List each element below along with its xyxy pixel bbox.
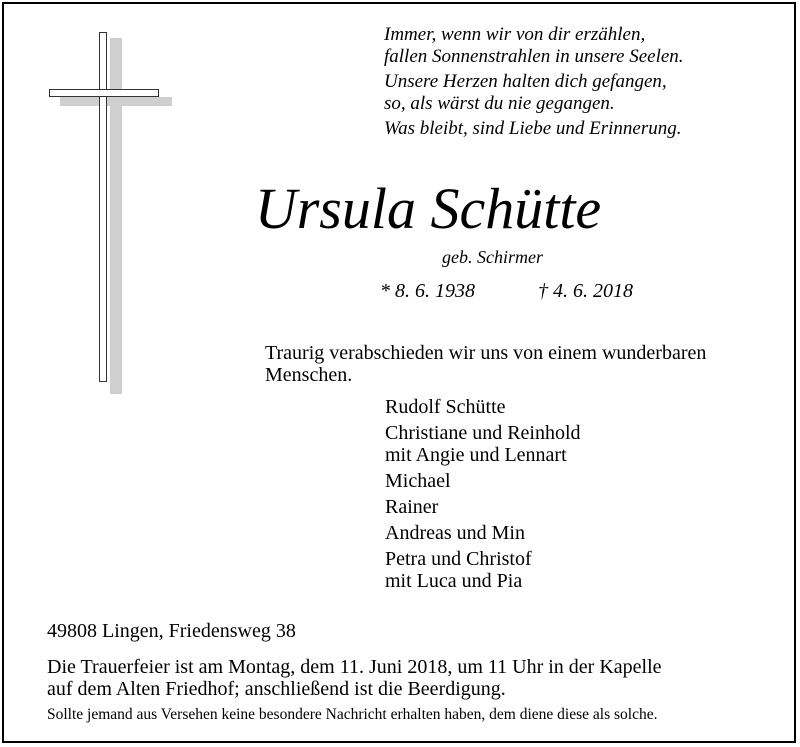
list-item bbox=[385, 548, 581, 592]
deceased-name: Ursula Schütte bbox=[254, 176, 602, 241]
mourner-line: Christiane und Reinhold bbox=[385, 422, 581, 444]
mourner-line: Rainer bbox=[385, 496, 439, 518]
mourner-line: Rudolf Schütte bbox=[385, 396, 506, 418]
ceremony-info bbox=[47, 656, 767, 700]
mourner-line: Michael bbox=[385, 470, 451, 492]
intro-text: Traurig verabschieden wir uns von einem wunderbaren Menschen. bbox=[265, 342, 707, 386]
ceremony-line: Die Trauerfeier ist am Montag, dem 11. Juni 2018, um 11 Uhr in der Kapelle bbox=[47, 656, 662, 678]
list-item bbox=[385, 422, 581, 466]
cross-shadow-horizontal bbox=[60, 97, 172, 106]
cross-joint bbox=[101, 91, 106, 96]
ceremony-line: auf dem Alten Friedhof; anschließend ist die Beerdigung. bbox=[47, 678, 506, 700]
mourner-line: mit Luca und Pia bbox=[385, 570, 523, 592]
death-date: † 4. 6. 2018 bbox=[538, 280, 633, 302]
mourners-list bbox=[385, 396, 581, 596]
maiden-name: geb. Schirmer bbox=[442, 247, 543, 267]
list-item bbox=[385, 470, 581, 492]
poem-stanza bbox=[384, 24, 684, 68]
mourner-line: Petra und Christof bbox=[385, 548, 532, 570]
address: 49808 Lingen, Friedensweg 38 bbox=[47, 620, 296, 642]
poem-stanza bbox=[384, 71, 684, 115]
poem-line: fallen Sonnenstrahlen in unsere Seelen. bbox=[384, 46, 684, 67]
poem-line: Immer, wenn wir von dir erzählen, bbox=[384, 24, 646, 45]
poem bbox=[384, 24, 684, 143]
notice-footnote: Sollte jemand aus Versehen keine besondere Nachricht erhalten haben, dem diene diese als solche. bbox=[47, 706, 658, 723]
birth-date: * 8. 6. 1938 bbox=[380, 280, 475, 302]
list-item bbox=[385, 396, 581, 418]
list-item bbox=[385, 496, 581, 518]
poem-line: Unsere Herzen halten dich gefangen, bbox=[384, 71, 667, 92]
poem-line: Was bleibt, sind Liebe und Erinnerung. bbox=[384, 118, 682, 139]
mourner-line: mit Angie und Lennart bbox=[385, 444, 567, 466]
poem-line: so, als wärst du nie gegangen. bbox=[384, 93, 615, 114]
list-item bbox=[385, 522, 581, 544]
mourner-line: Andreas und Min bbox=[385, 522, 525, 544]
poem-stanza bbox=[384, 118, 684, 140]
